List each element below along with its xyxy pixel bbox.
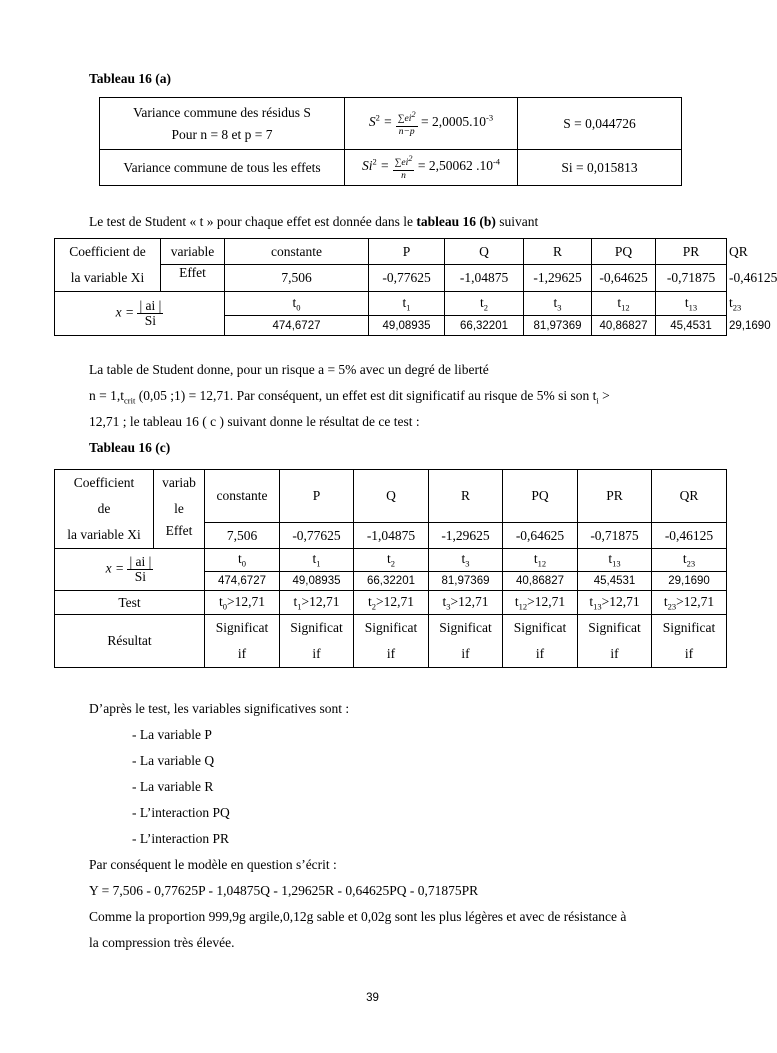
c-result-1: Significat if [280,615,354,668]
c-test-0: $t_0>12,71$ [205,591,280,615]
c-t-label-4: $t_{12}$ [503,549,578,572]
b-t-label-3: $t_3$ [524,292,592,316]
conclusion-model: Y = 7,506 - 0,77625P - 1,04875Q - 1,29625R - 0,64625PQ - 0,71875PR [89,883,479,898]
coef-header-line: Coefficient [73,475,135,490]
paragraph-student-line3: 12,71 ; le tableau 16 ( c ) suivant donne le résultat de ce test : [89,414,420,429]
b-var-constante: constante [225,239,369,265]
fraction-denominator: n [401,170,406,181]
b-t-val-2: 66,32201 [445,316,524,336]
effect-header: Effet [161,265,225,292]
paragraph-student-line2: $n = 1,t_{crit}$ (0,05 ;1) = 12,71. Par conséquent, un effet est dit significatif au risque de 5% si son $t_i$ > [89,388,610,406]
b-var-r: R [524,239,592,265]
b-eff-3: -1,29625 [524,265,592,292]
fraction-numerator: ∑ei [394,158,409,169]
c-var-pr: PR [578,470,652,523]
list-item: - La variable P [132,727,212,742]
paragraph-student-table: La table de Student donne, pour un risque a = 5% avec un degré de liberté [89,362,489,377]
caption-tableau-16a [89,71,171,87]
effect-header: Effet [154,523,205,549]
residual-variance-formula: $S^2$ = $\frac{\sum ei^2}{n-p}$ = $2,0005.10^{-3}$ [345,98,518,150]
c-t-val-5: 45,4531 [578,572,652,591]
c-t-label-1: $t_1$ [280,549,354,572]
para-bold: tableau 16 (b) [416,214,496,229]
table-row [100,98,682,150]
b-t-val-3: 81,97369 [524,316,592,336]
para-after: suivant [495,214,539,229]
result-label: Résultat [55,615,205,668]
coef-header-line: de [97,501,111,516]
formula-value-exp: -4 [492,157,501,168]
c-t-val-1: 49,08935 [280,572,354,591]
b-t-label-4: $t_{12}$ [592,292,656,316]
c-t-val-0: 474,6727 [205,572,280,591]
c-test-1: $t_1>12,71$ [280,591,354,615]
b-t-val-4: 40,86827 [592,316,656,336]
c-eff-2: -1,04875 [354,523,429,549]
effects-variance-label: Variance commune de tous les effets [100,150,345,186]
c-test-6: $t_{23}>12,71$ [652,591,727,615]
c-result-0: Significat if [205,615,280,668]
list-item: - L’interaction PR [132,831,229,846]
c-test-2: $t_2>12,71$ [354,591,429,615]
formula-fraction [396,109,418,137]
numerator-exp: 2 [408,153,413,164]
formula-exp: 2 [372,157,377,168]
b-eff-5: -0,71875 [656,265,727,292]
fraction-numerator: ∑ei [397,114,412,125]
b-eff-2: -1,04875 [445,265,524,292]
test-label: Test [55,591,205,615]
numerator-exp: 2 [411,109,416,120]
formula-value: = 2,0005.10 [421,114,487,130]
x-lhs: x = [105,560,125,576]
caption-rest: (a) [151,71,172,86]
table-row [55,470,727,523]
c-var-pq: PQ [503,470,578,523]
b-var-pq: PQ [592,239,656,265]
b-eff-1: -0,77625 [369,265,445,292]
table-row: Effet 7,506 -0,77625 -1,04875 -1,29625 -0,64625 -0,71875 -0,46125 [55,265,727,292]
caption-tableau-16c [89,440,170,456]
coef-header [55,239,161,292]
table-row [55,549,727,572]
fraction-denominator: n−p [398,126,415,137]
table-16c [54,469,727,668]
label-line: Pour n = 8 et p = 7 [171,126,273,142]
b-t-label-5: $t_{13}$ [656,292,727,316]
c-eff-3: -1,29625 [429,523,503,549]
table-row [55,523,727,549]
c-result-4: Significat if [503,615,578,668]
x-denominator: Si [144,313,157,328]
effects-variance-result: Si = 0,015813 [518,150,682,186]
effects-variance-formula: Si$^2$ = $\frac{\sum ei^2}{n}$ = 2,50062 $.10^{-4}$ [345,150,518,186]
conclusion-intro: D’après le test, les variables significatives sont : [89,701,350,716]
b-var-p: P [369,239,445,265]
b-t-val-5: 45,4531 [656,316,727,336]
conclusion-line3: Comme la proportion 999,9g argile,0,12g sable et 0,02g sont les plus légères et avec de résistance à [89,909,627,924]
x-fraction [127,555,153,584]
c-var-qr: QR [652,470,727,523]
c-test-5: $t_{13}>12,71$ [578,591,652,615]
variable-header: variab le [154,470,205,523]
formula-value: = 2,50062 .10 [417,158,493,174]
x-formula [55,292,225,336]
b-t-label-2: $t_2$ [445,292,524,316]
table-row: x = $\frac{| ai |}{Si}$ $t_0$ $t_1$ $t_2$ $t_3$ $t_{12}$ $t_{13}$ $t_{23}$ [55,292,727,316]
formula-lhs: S [368,114,376,130]
caption-bold: Tableau 16 [89,71,152,86]
c-t-val-3: 81,97369 [429,572,503,591]
list-item: - L’interaction PQ [132,805,230,820]
c-result-6: Significat if [652,615,727,668]
x-numerator: | ai | [139,298,162,313]
c-t-label-2: $t_2$ [354,549,429,572]
list-item: - La variable R [132,779,214,794]
para-text: Le test de Student « t » pour chaque effet est donnée dans le [89,214,417,229]
x-formula [55,549,205,591]
page-number: 39 [366,992,379,1004]
c-t-label-0: $t_0$ [205,549,280,572]
coef-header-line: la variable Xi [70,270,145,285]
c-result-5: Significat if [578,615,652,668]
b-var-pr: PR [656,239,727,265]
b-t-val-1: 49,08935 [369,316,445,336]
list-item: - La variable Q [132,753,215,768]
c-eff-1: -0,77625 [280,523,354,549]
formula-lhs: Si [361,158,373,174]
formula-value-exp: -3 [486,113,494,124]
caption-bold: Tableau 16 [89,440,152,455]
c-t-label-6: $t_{23}$ [652,549,727,572]
b-eff-0: 7,506 [225,265,369,292]
c-result-3: Significat if [429,615,503,668]
table-row: 474,6727 49,08935 66,32201 81,97369 40,86827 45,4531 29,1690 [55,316,727,336]
variable-header: variable [161,239,225,265]
x-lhs: x = [115,304,135,320]
table-16a [99,97,682,186]
conclusion-line4: la compression très élevée. [89,935,235,950]
c-test-3: $t_3>12,71$ [429,591,503,615]
caption-rest: (c) [151,440,171,455]
c-eff-6: -0,46125 [652,523,727,549]
x-denominator: Si [134,569,147,584]
c-t-val-6: 29,1690 [652,572,727,591]
c-result-2: Significat if [354,615,429,668]
b-eff-4: -0,64625 [592,265,656,292]
c-var-r: R [429,470,503,523]
c-eff-0: 7,506 [205,523,280,549]
x-numerator: | ai | [129,554,152,569]
b-t-val-0: 474,6727 [225,316,369,336]
residual-variance-result: S = 0,044726 [518,98,682,150]
table-row [55,591,727,615]
label-line: Variance commune des résidus S [133,104,311,120]
c-t-label-5: $t_{13}$ [578,549,652,572]
c-var-constante: constante [205,470,280,523]
table-row [55,615,727,668]
paragraph-student-test [89,214,538,230]
formula-exp: 2 [375,113,380,124]
c-var-q: Q [354,470,429,523]
formula-fraction [393,153,415,181]
c-eff-4: -0,64625 [503,523,578,549]
b-t-label-1: $t_1$ [369,292,445,316]
coef-header [55,470,154,549]
c-eff-5: -0,71875 [578,523,652,549]
conclusion-model-intro: Par conséquent le modèle en question s’écrit : [89,857,337,872]
coef-header-line: la variable Xi [67,527,141,542]
c-test-4: $t_{12}>12,71$ [503,591,578,615]
table-row: Coefficient de la variable Xi variable constante P Q R PQ PR QR [55,239,727,265]
c-t-val-2: 66,32201 [354,572,429,591]
table-16b [54,238,777,336]
c-t-val-4: 40,86827 [503,572,578,591]
coef-header-line: Coefficient de [69,244,146,259]
table-row [100,150,682,186]
b-t-label-0: $t_0$ [225,292,369,316]
residual-variance-label [100,98,345,150]
c-var-p: P [280,470,354,523]
c-t-label-3: $t_3$ [429,549,503,572]
x-fraction [137,299,163,328]
b-var-q: Q [445,239,524,265]
